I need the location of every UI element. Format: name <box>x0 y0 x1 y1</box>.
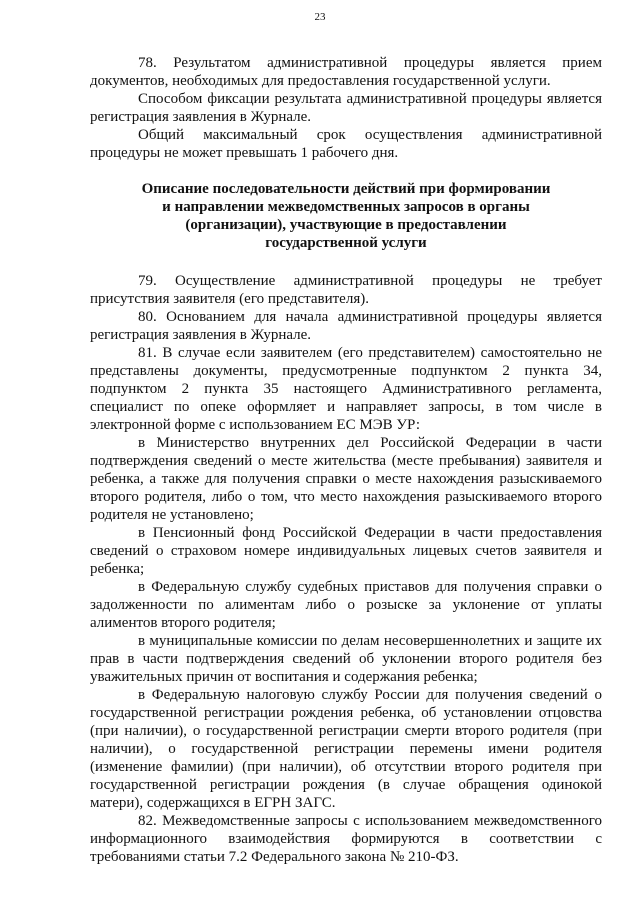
list-item-tax-service: в Федеральную налоговую службу России для получения сведений о государственной регистрации рождения ребенка, об установлении отцовства (при наличии), о государственной регистрации смерти второго родителя (при наличии), о государственной регистрации перемены имени родителя (изменение фамилии) (при наличии), об отсутствии второго родителя при государственной регистрации рождения (в случае обращения одинокой матери), содержащихся в ЕГРН ЗАГС. <box>90 687 602 811</box>
paragraph-fixation-method: Способом фиксации результата административной процедуры является регистрация заявления в Журнале. <box>90 91 602 125</box>
page-number: 23 <box>314 11 326 23</box>
list-item-bailiffs: в Федеральную службу судебных приставов для получения справки о задолженности по алиментам либо о розыске за уклонение от уплаты алиментов второго родителя; <box>90 579 602 631</box>
paragraph-81: 81. В случае если заявителем (его представителем) самостоятельно не представлены документы, предусмотренные подпунктом 2 пункта 34, подпунктом 2 пункта 35 настоящего Административного регламента, специалист по опеке оформляет и направляет запросы, в том числе в электронной форме с использованием ЕС МЭВ УР: <box>90 345 602 433</box>
paragraph-max-duration: Общий максимальный срок осуществления административной процедуры не может превышать 1 рабочего дня. <box>90 127 602 161</box>
section-heading-line: государственной услуги <box>265 235 427 251</box>
list-item-mvd: в Министерство внутренних дел Российской Федерации в части подтверждения сведений о месте жительства (месте пребывания) заявителя и ребенка, а также для получения справки о месте нахождения разыскиваемого второго родителя, либо о том, что место нахождения разыскиваемого второго родителя не установлено; <box>90 435 602 523</box>
section-heading <box>90 180 602 252</box>
list-item-juvenile-commissions: в муниципальные комиссии по делам несовершеннолетних и защите их прав в части подтверждения сведений об уклонении второго родителя без уважительных причин от воспитания и содержания ребенка; <box>90 633 602 685</box>
paragraph-78: 78. Результатом административной процедуры является прием документов, необходимых для предоставления государственной услуги. <box>90 55 602 89</box>
list-item-pension-fund: в Пенсионный фонд Российской Федерации в части предоставления сведений о страховом номере индивидуальных лицевых счетов заявителя и ребенка; <box>90 525 602 577</box>
paragraph-79: 79. Осуществление административной процедуры не требует присутствия заявителя (его представителя). <box>90 273 602 307</box>
document-body <box>90 54 602 866</box>
section-heading-line: (организации), участвующие в предоставлении <box>185 217 507 233</box>
section-heading-line: Описание последовательности действий при формировании <box>141 181 551 197</box>
paragraph-80: 80. Основанием для начала административной процедуры является регистрация заявления в Журнале. <box>90 309 602 343</box>
paragraph-82: 82. Межведомственные запросы с использованием межведомственного информационного взаимодействия формируются в соответствии с требованиями статьи 7.2 Федерального закона № 210-ФЗ. <box>90 813 602 865</box>
section-heading-line: и направлении межведомственных запросов в органы <box>162 199 530 215</box>
